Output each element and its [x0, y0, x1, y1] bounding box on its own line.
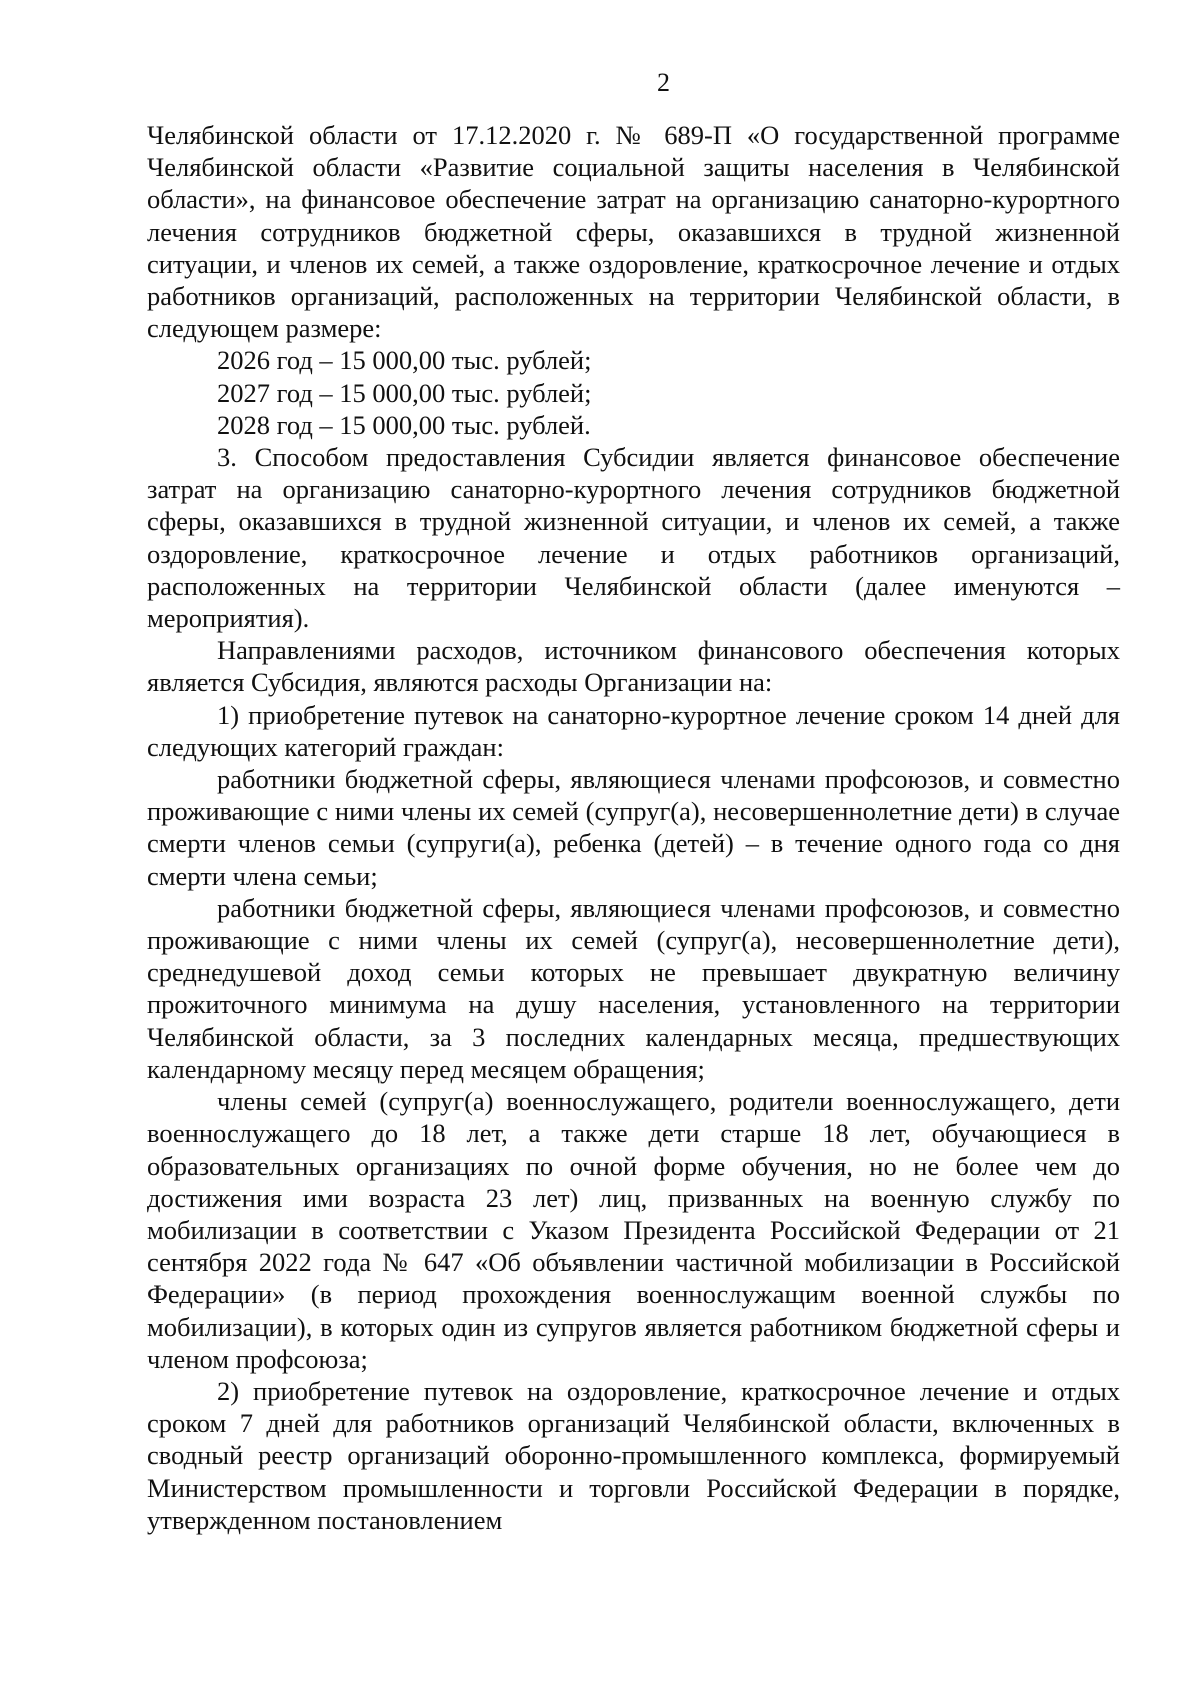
funding-year-2026: 2026 год – 15 000,00 тыс. рублей; — [217, 345, 592, 376]
category-bereaved-families: работники бюджетной сферы, являющиеся членами профсоюзов, и совместно проживающие с ними члены их семей (супруг(а), несовершеннолетние дети) в случае смерти членов семьи (супруги(а), ребенка (детей) – в течение одного года со дня смерти члена семьи; — [147, 764, 1120, 891]
category-mobilized-families: члены семей (супруг(а) военнослужащего, родители военнослужащего, дети военнослужащего до 18 лет, а также дети старше 18 лет, обучающиеся в образовательных организациях по очной форме обучения, но не более чем до достижения ими возраста 23 лет) лиц, призванных на военную службу по мобилизации в соответствии с Указом Президента Российской Федерации от 21 сентября 2022 года № 647 «Об объявлении частичной мобилизации в Российской Федерации» (в период прохождения военнослужащим военной службы по мобилизации), в которых один из супругов является работником бюджетной сферы и членом профсоюза; — [147, 1086, 1120, 1374]
category-low-income-families: работники бюджетной сферы, являющиеся членами профсоюзов, и совместно проживающие с ними члены их семей (супруг(а), несовершеннолетние дети), среднедушевой доход семьи которых не превышает двукратную величину прожиточного минимума на душу населения, установленного на территории Челябинской области, за 3 последних календарных месяца, предшествующих календарному месяцу перед месяцем обращения; — [147, 892, 1120, 1084]
paragraph-subsidy-method: 3. Способом предоставления Субсидии является финансовое обеспечение затрат на организацию санаторно-курортного лечения сотрудников бюджетной сферы, оказавшихся в трудной жизненной ситуации, и членов их семей, а также оздоровление, краткосрочное лечение и отдых работников организаций, расположенных на территории Челябинской области (далее именуются – мероприятия). — [147, 442, 1120, 634]
paragraph-expense-directions: Направлениями расходов, источником финансового обеспечения которых является Субсидия, являются расходы Организации на: — [147, 635, 1120, 698]
funding-year-2027: 2027 год – 15 000,00 тыс. рублей; — [217, 377, 592, 408]
page-number: 2 — [657, 68, 670, 97]
funding-year-2028: 2028 год – 15 000,00 тыс. рублей. — [217, 409, 591, 440]
document-body — [147, 119, 1120, 1536]
list-item-2: 2) приобретение путевок на оздоровление, краткосрочное лечение и отдых сроком 7 дней для работников организаций Челябинской области, включенных в сводный реестр организаций оборонно-промышленного комплекса, формируемый Министерством промышленности и торговли Российской Федерации в порядке, утвержденном постановлением — [147, 1375, 1120, 1535]
paragraph-continuation: Челябинской области от 17.12.2020 г. № 689-П «О государственной программе Челябинской области «Развитие социальной защиты населения в Челябинской области», на финансовое обеспечение затрат на организацию санаторно-курортного лечения сотрудников бюджетной сферы, оказавшихся в трудной жизненной ситуации, и членов их семей, а также оздоровление, краткосрочное лечение и отдых работников организаций, расположенных на территории Челябинской области, в следующем размере: — [147, 120, 1120, 344]
list-item-1: 1) приобретение путевок на санаторно-курортное лечение сроком 14 дней для следующих категорий граждан: — [147, 699, 1120, 762]
